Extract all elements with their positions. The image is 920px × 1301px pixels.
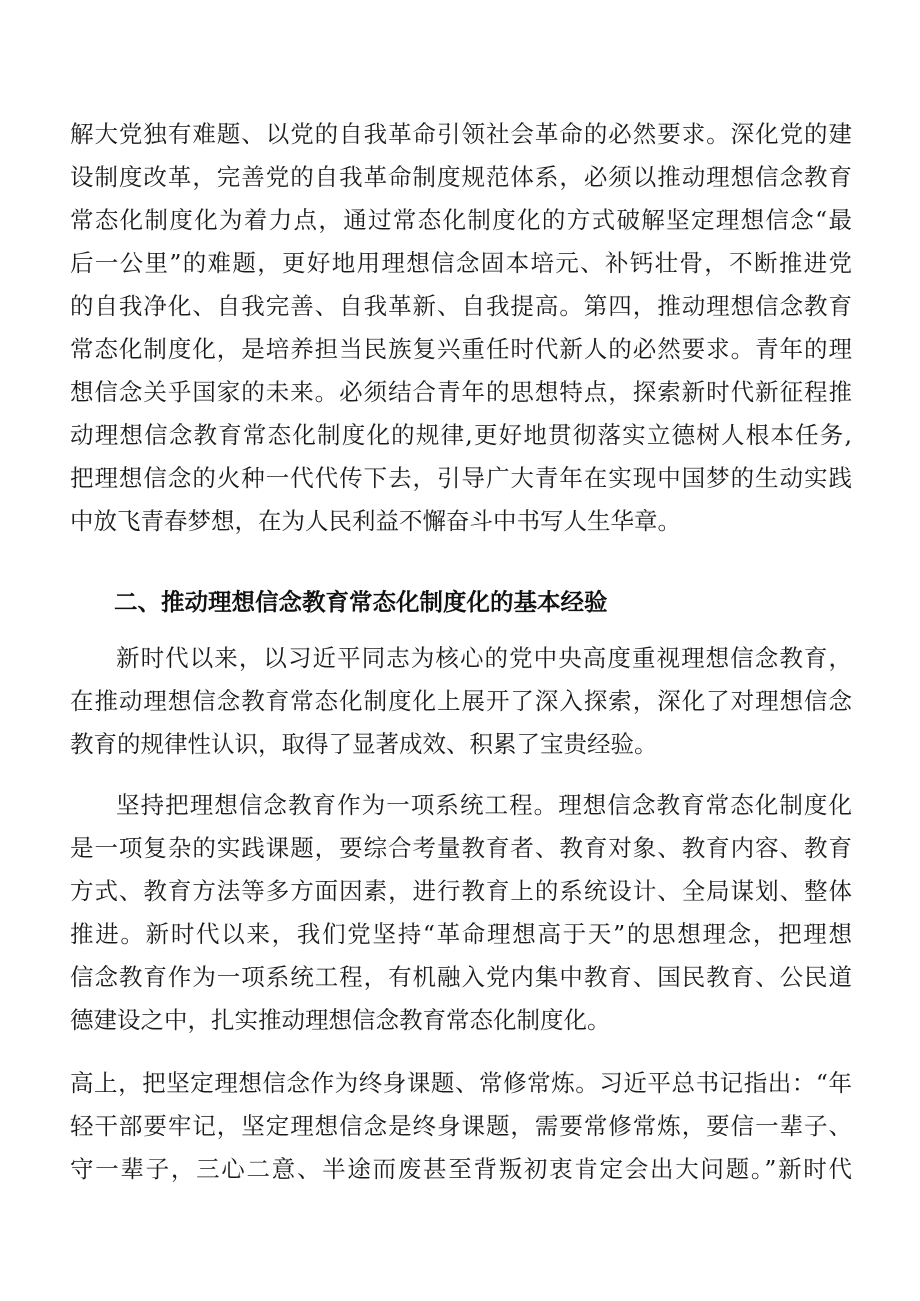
text-line: 常态化制度化，是培养担当民族复兴重任时代新人的必然要求。青年的理 xyxy=(70,335,852,363)
text-line: 推进。新时代以来，我们党坚持“革命理想高于天”的思想理念，把理想 xyxy=(70,920,852,948)
text-line: 解大党独有难题、以党的自我革命引领社会革命的必然要求。深化党的建 xyxy=(70,120,852,148)
text-line: 方式、教育方法等多方面因素，进行教育上的系统设计、全局谋划、整体 xyxy=(70,877,852,905)
text-line: 后一公里”的难题，更好地用理想信念固本培元、补钙壮骨，不断推进党 xyxy=(70,249,852,277)
text-line: 常态化制度化为着力点，通过常态化制度化的方式破解坚定理想信念“最 xyxy=(70,206,852,234)
section-heading: 二、推动理想信念教育常态化制度化的基本经验 xyxy=(114,588,608,616)
text-line: 轻干部要牢记，坚定理想信念是终身课题，需要常修常炼，要信一辈子、 xyxy=(70,1112,852,1140)
text-line: 把理想信念的火种一代代传下去，引导广大青年在实现中国梦的生动实践 xyxy=(70,464,852,492)
text-line: 设制度改革，完善党的自我革命制度规范体系，必须以推动理想信念教育 xyxy=(70,163,852,191)
text-line: 想信念关乎国家的未来。必须结合青年的思想特点，探索新时代新征程推 xyxy=(70,378,852,406)
text-line: 中放飞青春梦想，在为人民利益不懈奋斗中书写人生华章。 xyxy=(70,507,681,535)
text-line: 教育的规律性认识，取得了显著成效、积累了宝贵经验。 xyxy=(70,730,658,758)
text-line: 在推动理想信念教育常态化制度化上展开了深入探索，深化了对理想信念 xyxy=(70,687,852,715)
text-line: 守一辈子，三心二意、半途而废甚至背叛初衷肯定会出大问题。”新时代 xyxy=(70,1155,852,1183)
text-line: 新时代以来，以习近平同志为核心的党中央高度重视理想信念教育， xyxy=(116,644,852,672)
text-line: 动理想信念教育常态化制度化的规律,更好地贯彻落实立德树人根本任务, xyxy=(70,421,852,449)
text-line: 的自我净化、自我完善、自我革新、自我提高。第四，推动理想信念教育 xyxy=(70,292,852,320)
text-line: 德建设之中，扎实推动理想信念教育常态化制度化。 xyxy=(70,1006,611,1034)
text-line: 坚持把理想信念教育作为一项系统工程。理想信念教育常态化制度化 xyxy=(116,791,852,819)
text-line: 是一项复杂的实践课题，要综合考量教育者、教育对象、教育内容、教育 xyxy=(70,834,852,862)
text-line: 信念教育作为一项系统工程，有机融入党内集中教育、国民教育、公民道 xyxy=(70,963,852,991)
text-line: 高上，把坚定理想信念作为终身课题、常修常炼。习近平总书记指出：“年 xyxy=(70,1069,852,1097)
